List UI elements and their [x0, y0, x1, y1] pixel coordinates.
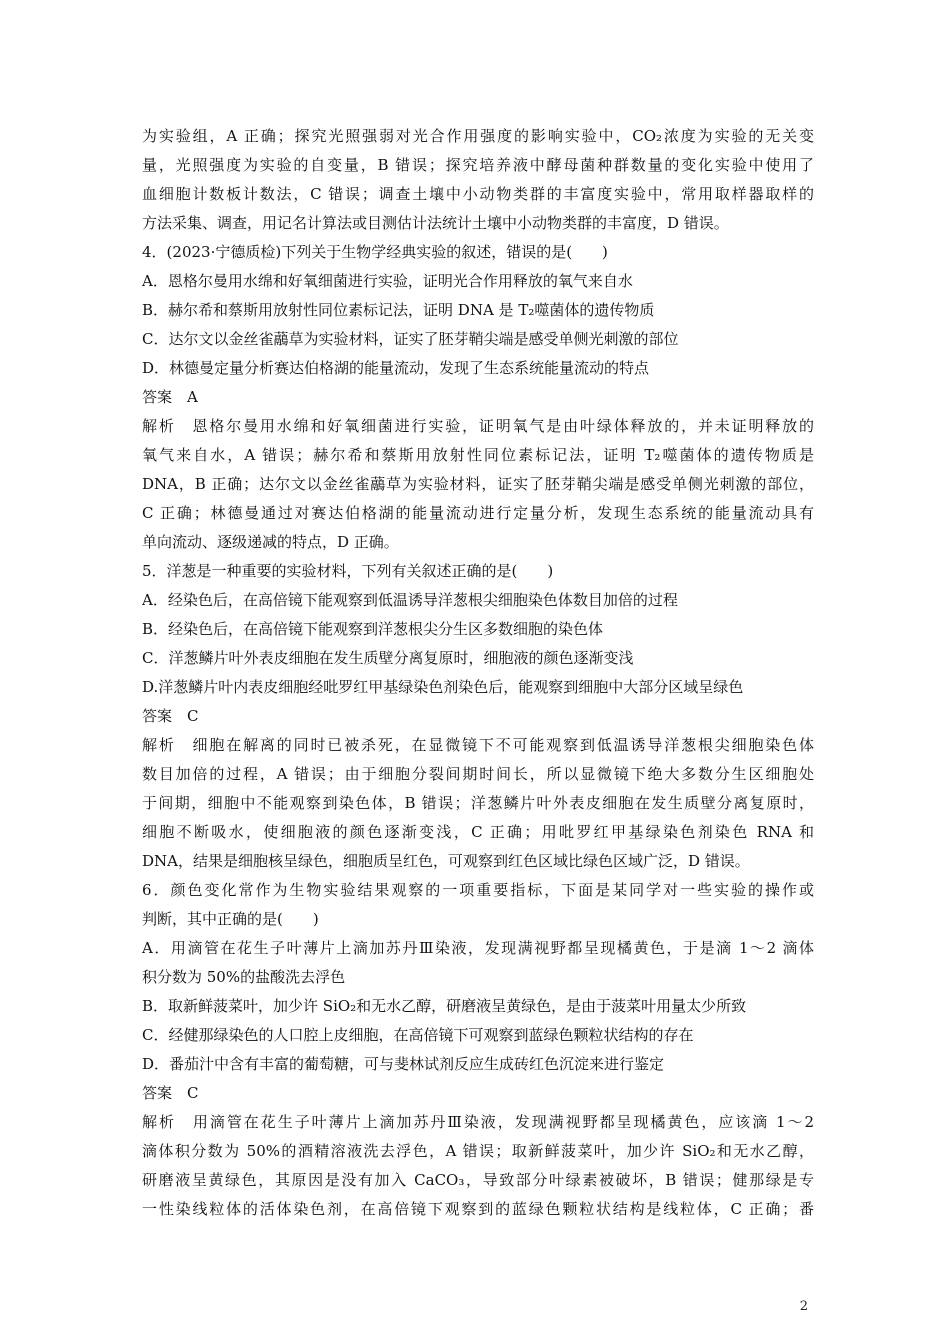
text-line: 为实验组，A 正确；探究光照强弱对光合作用强度的影响实验中，CO₂浓度为实验的无关变 [142, 127, 814, 145]
question-4-answer: 答案 A [142, 388, 198, 406]
text-line: 单向流动、逐级递减的特点，D 正确。 [142, 533, 399, 551]
question-5-stem: 5．洋葱是一种重要的实验材料，下列有关叙述正确的是( ) [142, 562, 554, 580]
question-4-option-a: A．恩格尔曼用水绵和好氧细菌进行实验，证明光合作用释放的氧气来自水 [142, 272, 633, 290]
question-4-option-b: B．赫尔希和蔡斯用放射性同位素标记法，证明 DNA 是 T₂噬菌体的遗传物质 [142, 301, 655, 319]
text-line: 一性染线粒体的活体染色剂，在高倍镜下观察到的蓝绿色颗粒状结构是线粒体，C 正确；番 [142, 1200, 814, 1218]
question-5-option-b: B．经染色后，在高倍镜下能观察到洋葱根尖分生区多数细胞的染色体 [142, 620, 604, 638]
text-line: 细胞不断吸水，使细胞液的颜色逐渐变浅，C 正确；用吡罗红甲基绿染色剂染色 RNA 和 [142, 823, 814, 841]
text-line: 于间期，细胞中不能观察到染色体，B 错误；洋葱鳞片叶外表皮细胞在发生质壁分离复原时， [142, 794, 814, 812]
text-line: 血细胞计数板计数法，C 错误；调查土壤中小动物类群的丰富度实验中，常用取样器取样的 [142, 185, 814, 203]
question-6-option-d: D．番茄汁中含有丰富的葡萄糖，可与斐林试剂反应生成砖红色沉淀来进行鉴定 [142, 1055, 665, 1073]
text-line: 滴体积分数为 50%的酒精溶液洗去浮色，A 错误；取新鲜菠菜叶，加少许 SiO₂和无水乙醇， [142, 1142, 814, 1160]
text-line: 方法采集、调查，用记名计算法或目测估计法统计土壤中小动物类群的丰富度，D 错误。 [142, 214, 729, 232]
question-6-option-a: A．用滴管在花生子叶薄片上滴加苏丹Ⅲ染液，发现满视野都呈现橘黄色，于是滴 1～2 滴体 [142, 939, 814, 957]
question-4-stem: 4．(2023·宁德质检)下列关于生物学经典实验的叙述，错误的是( ) [142, 243, 608, 261]
question-6-analysis: 解析 用滴管在花生子叶薄片上滴加苏丹Ⅲ染液，发现满视野都呈现橘黄色，应该滴 1～2 [142, 1113, 814, 1131]
question-4-option-d: D．林德曼定量分析赛达伯格湖的能量流动，发现了生态系统能量流动的特点 [142, 359, 650, 377]
question-5-option-a: A．经染色后，在高倍镜下能观察到低温诱导洋葱根尖细胞染色体数目加倍的过程 [142, 591, 678, 609]
question-5-option-c: C．洋葱鳞片叶外表皮细胞在发生质壁分离复原时，细胞液的颜色逐渐变浅 [142, 649, 634, 667]
question-4-analysis: 解析 恩格尔曼用水绵和好氧细菌进行实验，证明氧气是由叶绿体释放的，并未证明释放的 [142, 417, 814, 435]
text-line: 量，光照强度为实验的自变量，B 错误；探究培养液中酵母菌种群数量的变化实验中使用了 [142, 156, 814, 174]
question-5-option-d: D.洋葱鳞片叶内表皮细胞经吡罗红甲基绿染色剂染色后，能观察到细胞中大部分区域呈绿色 [142, 678, 744, 696]
text-line: 研磨液呈黄绿色，其原因是没有加入 CaCO₃，导致部分叶绿素被破坏，B 错误；健那绿是专 [142, 1171, 814, 1189]
text-line: DNA，结果是细胞核呈绿色，细胞质呈红色，可观察到红色区域比绿色区域广泛，D 错误。 [142, 852, 750, 870]
question-5-analysis: 解析 细胞在解离的同时已被杀死，在显微镜下不可能观察到低温诱导洋葱根尖细胞染色体 [142, 736, 814, 754]
question-6-stem: 6．颜色变化常作为生物实验结果观察的一项重要指标，下面是某同学对一些实验的操作或 [142, 881, 814, 899]
text-line: DNA，B 正确；达尔文以金丝雀虉草为实验材料，证实了胚芽鞘尖端是感受单侧光刺激的部位， [142, 475, 814, 493]
text-line: 判断，其中正确的是( ) [142, 910, 319, 928]
text-line: 积分数为 50%的盐酸洗去浮色 [142, 968, 346, 986]
page-number: 2 [799, 1299, 808, 1314]
text-line: 氧气来自水，A 错误；赫尔希和蔡斯用放射性同位素标记法，证明 T₂噬菌体的遗传物质是 [142, 446, 814, 464]
text-line: C 正确；林德曼通过对赛达伯格湖的能量流动进行定量分析，发现生态系统的能量流动具有 [142, 504, 814, 522]
document-body [142, 122, 814, 1224]
question-6-option-b: B．取新鲜菠菜叶，加少许 SiO₂和无水乙醇，研磨液呈黄绿色，是由于菠菜叶用量太少所致 [142, 997, 747, 1015]
question-6-answer: 答案 C [142, 1084, 199, 1102]
question-6-option-c: C．经健那绿染色的人口腔上皮细胞，在高倍镜下可观察到蓝绿色颗粒状结构的存在 [142, 1026, 694, 1044]
question-5-answer: 答案 C [142, 707, 199, 725]
question-4-option-c: C．达尔文以金丝雀虉草为实验材料，证实了胚芽鞘尖端是感受单侧光刺激的部位 [142, 330, 679, 348]
text-line: 数目加倍的过程，A 错误；由于细胞分裂间期时间长，所以显微镜下绝大多数分生区细胞处 [142, 765, 814, 783]
